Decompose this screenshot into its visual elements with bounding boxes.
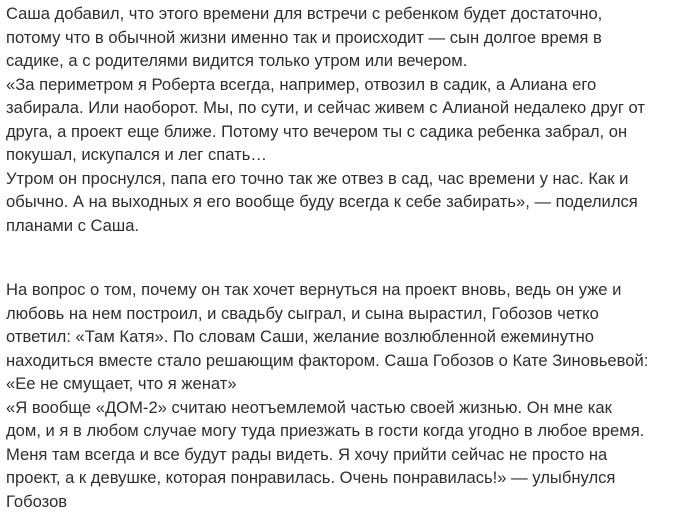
paragraph-2 (6, 278, 648, 513)
text-line: покушал, искупался и лег спать… (6, 145, 267, 164)
text-line: любовь на нем построил, и свадьбу сыграл, и сына вырастил, Гобозов четко (6, 303, 599, 323)
text-line: «Я вообще «ДОМ-2» считаю неотъемлемой частью своей жизнью. Он мне как (6, 397, 612, 417)
text-line: «За периметром я Роберта всегда, например, отвозил в садик, а Алиана его (6, 74, 597, 94)
text-line: На вопрос о том, почему он так хочет вернуться на проект вновь, ведь он уже и (6, 280, 622, 299)
text-line: Саша добавил, что этого времени для встречи с ребенком будет достаточно, (6, 4, 603, 23)
text-line: обычно. А на выходных я его вообще буду всегда к себе забирать», — поделился (6, 192, 638, 211)
text-line: Меня там всегда и все будут рады видеть. Я хочу прийти сейчас не просто на (6, 444, 608, 464)
text-line: ответил: «Там Катя». По словам Саши, желание возлюбленной ежеминутно (6, 327, 594, 346)
text-line: садике, а с родителями видится только утром или вечером. (6, 51, 468, 70)
text-line: дом, и я в любом случае могу туда приезжать в гости когда угодно в любое время. (6, 421, 645, 440)
text-line: забирала. Или наоборот. Мы, по сути, и сейчас живем с Алианой недалеко друг от (6, 98, 646, 117)
paragraph-1 (6, 2, 645, 237)
text-line: друга, а проект еще ближе. Потому что вечером ты с садика ребенка забрал, он (6, 121, 628, 141)
text-line: «Ее не смущает, что я женат» (6, 374, 237, 393)
text-line: Гобозов (6, 491, 68, 511)
text-line: потому что в обычной жизни именно так и происходит — сын долгое время в (6, 27, 602, 47)
text-line: проект, а к девушке, которая понравилась. Очень понравилась!» — улыбнулся (6, 468, 616, 487)
text-line: Утром он проснулся, папа его точно так же отвез в сад, час времени у нас. Как и (6, 168, 629, 188)
text-line: находиться вместе стало решающим фактором. Саша Гобозов о Кате Зиновьевой: (6, 350, 649, 370)
text-line: планами с Саша. (6, 215, 140, 235)
